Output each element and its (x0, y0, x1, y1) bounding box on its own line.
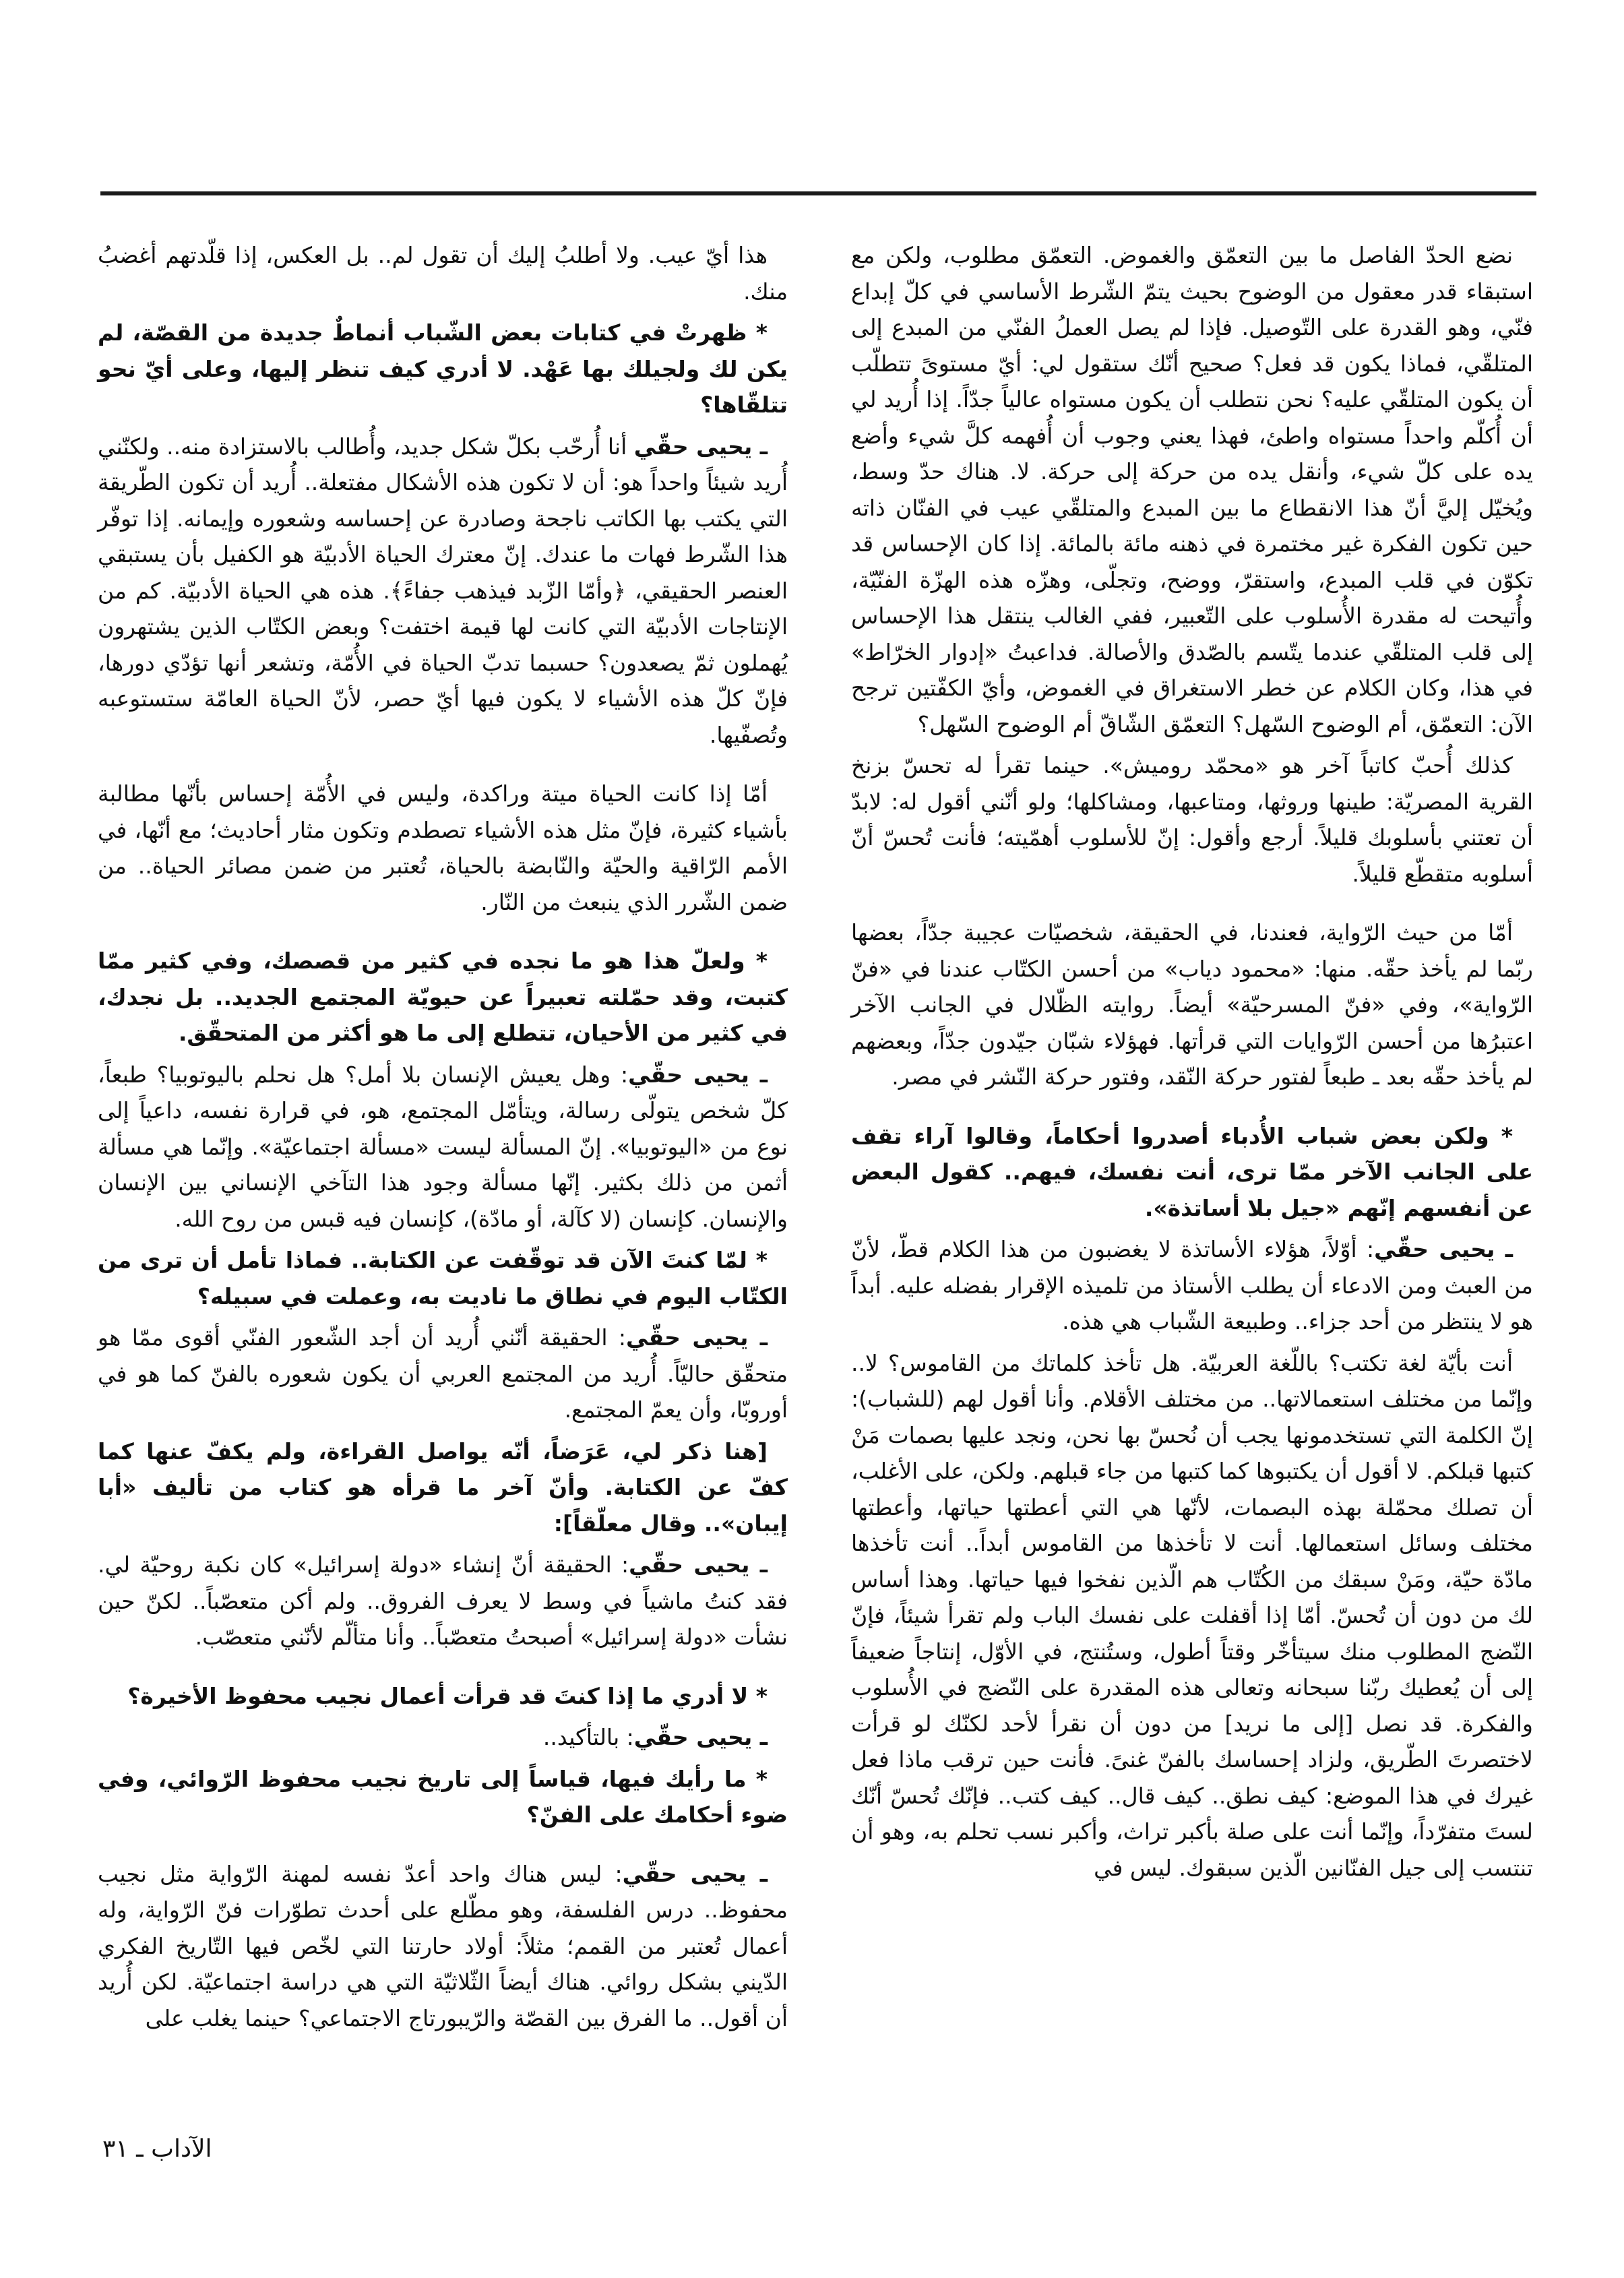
paragraph-text: * لمّا كنتَ الآن قد توقّفت عن الكتابة.. فماذا تأمل أن ترى من الكتّاب اليوم في نطاق ما ناديت به، وعملت في سبيله؟ (98, 1247, 788, 1310)
interview-answer (98, 429, 788, 753)
article-column-right (851, 237, 1533, 1886)
paragraph-text: * ولعلّ هذا هو ما نجده في كثير من قصصك، وفي كثير ممّا كتبت، وقد حمّلته تعبيراً عن حيويّة المجتمع الجديد.. بل نجدك، في كثير من الأحيان، تتطلع إلى ما هو أكثر من المتحقّق. (98, 948, 788, 1046)
speaker-name: ـ يحيى حقّي (628, 1061, 768, 1088)
paragraph-text: * ما رأيك فيها، قياساً إلى تاريخ نجيب محفوظ الرّوائي، وفي ضوء أحكامك على الفنّ؟ (98, 1765, 788, 1828)
paragraph-text: * لا أدري ما إذا كنتَ قد قرأت أعمال نجيب محفوظ الأخيرة؟ (127, 1682, 768, 1709)
interview-answer (851, 1231, 1533, 1340)
paragraph-text: أنت بأيّة لغة تكتب؟ باللّغة العربيّة. هل تأخذ كلماتك من القاموس؟ لا.. وإنّما من مختلف استعمالاتها.. من مختلف الأقلام. وأنا أقول لهم (للشباب): إنّ الكلمة التي تستخدمونها يجب أن نُحسّ بها نحن، ونجد عليها بصمات مَنْ كتبها قبلكم. لا أقول أن يكتبوها كما كتبها من جاء قبلهم. ولكن، على الأغلب، أن تصلك محمّلة بهذه البصمات، لأنّها هي التي أعطتها حياتها، وأعطتها مختلف وسائل استعمالها. أنت لا تأخذها من القاموس أبداً.. أنت تأخذها مادّة حيّة، ومَنْ سبقك من الكُتّاب هم الّذين نفخوا فيها حياتها. وهذا أساس لك من دون أن تُحسّ. أمّا إذا أقفلت على نفسك الباب ولم تقرأ شيئاً، فإنّ النّضج المطلوب منك سيتأخّر وقتاً أطول، وستُنتج، في الأوّل، إنتاجاً ضعيفاً إلى أن يُعطيك ربّنا سبحانه وتعالى هذه المقدرة على النّضج في الأُسلوب والفكرة. قد نصل [إلى ما نريد] من دون أن نقرأ لأحد لكنّك لو قرأت لاختصرتَ الطّريق، ولزاد إحساسك بالفنّ غنىً. فأنت حين ترقب ماذا فعل غيرك في هذا الموضع: كيف نطق.. كيف قال.. كيف كتب.. فإنّك تُحسّ أنّك لستَ متفرّداً، وإنّما أنت على صلة بأكبر تراث، وأكبر نسب تحلم به، وهو أن تنتسب إلى جيل الفنّانين الّذين سبقوك. ليس في (851, 1349, 1533, 1881)
speaker-name: ـ يحيى حقّي (629, 1551, 768, 1578)
speaker-name: ـ يحيى حقّي (1374, 1236, 1513, 1262)
paragraph-text: أمّا إذا كانت الحياة ميتة وراكدة، وليس في الأُمّة إحساس بأنّها مطالبة بأشياء كثيرة، فإنّ مثل هذه الأشياء تصطدم وتكون مثار أحاديث؛ مع أنّها، في الأمم الرّاقية والحيّة والنّابضة بالحياة، تُعتبر من ضمن مصائر الحياة.. من ضمن الشّرر الذي ينبعث من النّار. (98, 780, 788, 915)
speaker-name: ـ يحيى حقّي (622, 1860, 768, 1887)
body-paragraph (851, 915, 1533, 1095)
speaker-name: ـ يحيى حقّي (633, 1724, 768, 1750)
body-paragraph (851, 1345, 1533, 1886)
interview-answer (98, 1856, 788, 2037)
paragraph-text: أنا أُرحّب بكلّ شكل جديد، وأُطالب بالاستزادة منه.. ولكنّني أُريد شيئاً واحداً هو: أن لا تكون هذه الأشكال مفتعلة.. أُريد أن تكون الطّريقة التي يكتب بها الكاتب ناجحة وصادرة عن إحساسه وشعوره وإيمانه. إذا توفّر هذا الشّرط فهات ما عندك. إنّ معترك الحياة الأدبيّة هو الكفيل بأن يستبقي العنصر الحقيقي، ﴿وأمّا الزّبد فيذهب جفاءً﴾. هذه هي الحياة الأدبيّة. كم من الإنتاجات الأدبيّة التي كانت لها قيمة اختفت؟ وبعض الكتّاب الذين يشتهرون يُهملون ثمّ يصعدون؟ حسبما تدبّ الحياة في الأُمّة، وتشعر أنها تؤدّي دورها، فإنّ كلّ هذه الأشياء لا يكون فيها أيّ حصر، لأنّ الحياة العامّة ستستوعبه وتُصفّيها. (98, 433, 788, 748)
interview-question (98, 943, 788, 1051)
paragraph-text: * ظهرتْ في كتابات بعض الشّباب أنماطٌ جديدة من القصّة، لم يكن لك ولجيلك بها عَهْد. لا أدري كيف تنظر إليها، وعلى أيّ نحو تتلقّاها؟ (98, 319, 788, 418)
speaker-name: ـ يحيى حقّي (633, 433, 768, 460)
paragraph-text: : وهل يعيش الإنسان بلا أمل؟ هل نحلم باليوتوبيا؟ طبعاً، كلّ شخص يتولّى رسالة، ويتأمّل المجتمع، هو، في قرارة نفسه، داعياً إلى نوع من «اليوتوبيا». إنّ المسألة ليست «مسألة اجتماعيّة». وإنّما هي مسألة أثمن من ذلك بكثير. إنّها مسألة وجود هذا التآخي الإنساني بين الإنسان والإنسان. كإنسان (لا كآلة، أو مادّة)، كإنسان فيه قبس من روح الله. (98, 1061, 788, 1232)
article-section (98, 776, 788, 920)
paragraph-text: نضع الحدّ الفاصل ما بين التعمّق والغموض. التعمّق مطلوب، ولكن مع استبقاء قدر معقول من الوضوح بحيث يتمّ الشّرط الأساسي في كلّ إبداع فنّي، وهو القدرة على التّوصيل. فإذا لم يصل العملُ الفنّي من المبدع إلى المتلقّي، فماذا يكون قد فعل؟ صحيح أنّك ستقول لي: أيّ مستوىً تتطلّب أن يكون المتلقّي عليه؟ نحن نتطلب أن يكون مستواه عالياً جدّاً. إذا أُريد لي أن أُكلّم واحداً مستواه واطئ، فهذا يعني وجوب أن أُفهمه كلَّ شيء وأضع يده على كلّ شيء، وأنقل يده من حركة إلى حركة. لا. هناك حدّ وسط، ويُخيّل إليَّ أنّ هذا الانقطاع ما بين المبدع والمتلقّي عيب في الفنّان ذاته حين تكون الفكرة غير مختمرة في ذهنه مائة بالمائة. إذا كان الإحساس قد تكوّن في قلب المبدع، واستقرّ، ووضح، وتجلّى، وهزّه هذه الهزّة الفنّيّة، وأُتيحت له مقدرة الأُسلوب على التّعبير، ففي الغالب ينتقل هذا الإحساس إلى قلب المتلقّي عندما يتّسم بالصّدق والأصالة. فداعبتُ «إدوار الخرّاط» في هذا، وكان الكلام عن خطر الاستغراق في الغموض، وأيّ الكفّتين ترجح الآن: التعمّق، أم الوضوح السّهل؟ التعمّق الشّاقّ أم الوضوح السّهل؟ (851, 242, 1533, 737)
paragraph-text: : بالتأكيد.. (542, 1724, 634, 1750)
interview-question (98, 1242, 788, 1314)
interview-answer (98, 1547, 788, 1655)
paragraph-text: [هنا ذكر لي، عَرَضاً، أنّه يواصل القراءة، ولم يكفّ عنها كما كفّ عن الكتابة. وأنّ آخر ما قرأه هو كتاب من تأليف «أبا إيبان».. وقال معلّقاً]: (98, 1438, 788, 1537)
article-section (98, 1856, 788, 2037)
interview-question (98, 1761, 788, 1833)
article-section (851, 237, 1533, 892)
interview-answer (98, 1057, 788, 1237)
interview-answer (98, 1719, 788, 1756)
body-paragraph (98, 237, 788, 309)
article-section (851, 1118, 1533, 1886)
paragraph-text: : ليس هناك واحد أعدّ نفسه لمهنة الرّواية مثل نجيب محفوظ.. درس الفلسفة، وهو مطّلع على أحدث تطوّرات فنّ الرّواية، وله أعمال تُعتبر من القمم؛ مثلاً: أولاد حارتنا التي لخّص فيها التّاريخ الفكري الدّيني بشكل روائي. هناك أيضاً الثّلاثيّة التي هي دراسة اجتماعيّة. لكن أُريد أن أقول.. ما الفرق بين القصّة والرّيبورتاج الاجتماعي؟ حينما يغلب على (98, 1860, 788, 2031)
page-footer: الآداب ـ ٣١ (102, 2135, 212, 2163)
interview-answer (98, 1320, 788, 1428)
paragraph-text: : الحقيقة أنّ إنشاء «دولة إسرائيل» كان نكبة روحيّة لي. فقد كنتُ ماشياً في وسط لا يعرف الفروق.. ولم أكن متعصّباً.. لكنّ حين نشأت «دولة إسرائيل» أصبحتُ متعصّباً.. وأنا متألّم لأنّني متعصّب. (98, 1551, 788, 1650)
speaker-name: ـ يحيى حقّي (626, 1324, 768, 1351)
interview-question (98, 1434, 788, 1542)
article-section (98, 237, 788, 753)
paragraph-text: * ولكن بعض شباب الأُدباء أصدروا أحكاماً، وقالوا آراء تقف على الجانب الآخر ممّا ترى، أنت نفسك، فيهم.. كقول البعض عن أنفسهم إنّهم «جيل بلا أساتذة». (851, 1122, 1533, 1221)
article-section (851, 915, 1533, 1095)
paragraph-text: : الحقيقة أنّني أُريد أن أجد الشّعور الفنّي أقوى ممّا هو متحقّق حاليّاً. أُريد من المجتمع العربي أن يكون شعوره بالفنّ كما هو في أوروبّا، وأن يعمّ المجتمع. (98, 1324, 788, 1423)
paragraph-text: هذا أيّ عيب. ولا أطلبُ إليك أن تقول لم.. بل العكس، إذا قلّدتهم أغضبُ منك. (98, 242, 788, 305)
paragraph-text: : أوّلاً، هؤلاء الأساتذة لا يغضبون من هذا الكلام قطّ، لأنّ من العبث ومن الادعاء أن يطلب الأستاذ من تلميذه الإقرار بفضله عليه. أبداً هو لا ينتظر من أحد جزاء.. وطبيعة الشّباب هي هذه. (851, 1236, 1533, 1334)
article-section (98, 943, 788, 1655)
interview-question (98, 315, 788, 423)
article-column-left (98, 237, 788, 2036)
paragraph-text: كذلك أُحبّ كاتباً آخر هو «محمّد روميش». حينما تقرأ له تحسّ بزنخ القرية المصريّة: طينها وروثها، ومتاعبها، ومشاكلها؛ ولو أنّني أقول له: لابدّ أن تعتني بأسلوبك قليلاً. أرجع وأقول: إنّ للأسلوب أهمّيته؛ فأنت تُحسّ أنّ أسلوبه متقطّع قليلاً. (851, 752, 1533, 887)
body-paragraph (851, 237, 1533, 742)
interview-question (98, 1678, 788, 1715)
header-rule (100, 191, 1536, 195)
body-paragraph (851, 747, 1533, 892)
body-paragraph (98, 776, 788, 920)
paragraph-text: أمّا من حيث الرّواية، فعندنا، في الحقيقة، شخصيّات عجيبة جدّاً، بعضها ربّما لم يأخذ حقّه. منها: «محمود دياب» من أحسن الكتّاب عندنا في «فنّ الرّواية»، وفي «فنّ المسرحيّة» أيضاً. روايته الظّلال في الجانب الآخر اعتبرُها من أحسن الرّوايات التي قرأتها. فهؤلاء شبّان جيّدون جدّاً، وبعضهم لم يأخذ حقّه بعد ـ طبعاً لفتور حركة النّقد، وفتور حركة النّشر في مصر. (851, 919, 1533, 1090)
interview-question (851, 1118, 1533, 1227)
article-section (98, 1678, 788, 1833)
